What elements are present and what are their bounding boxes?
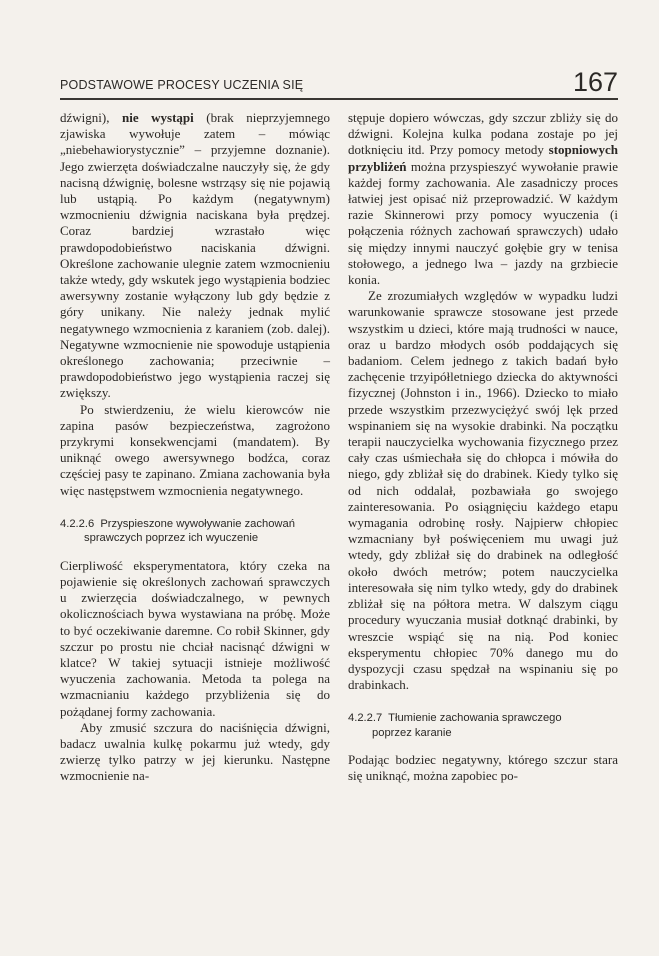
paragraph: Ze zrozumiałych względów w wypadku ludzi warunkowanie sprawcze stosowane jest przede wszystkim u dzieci, które mają trudności w nauce, oraz u bardzo młodych osób poddających się badaniom. Celem jednego z takich badań było zachęcenie trzyipółletniego dziecka do aktywności fizycznej (Johnston i in., 1966). Dziecko to miało przede wszystkim przezwyciężyć swój lęk przed wspinaniem się na wysokie drabinki. Na początku terapii nauczycielka wychowania fizycznego przez cały czas uśmiechała się do chłopca i mówiła do niego, gdy zbliżał się do drabinek. Kiedy tylko się od nich oddalał, pozbawiała go swojego zainteresowania. Po osiągnięciu każdego etapu wymagania odrobinę rosły. Najpierw chłopiec wzmacniany był poświęceniem mu uwagi już wtedy, gdy zbliżał się do drabinek na odległość około dwóch metrów; potem nauczycielka interesowała się nim tylko wtedy, gdy do drabinek zbliżał się na półtora metra. W dalszym ciągu procedury wyuczania musiał dotknąć drabinki, by wreszcie wspiąć się na nią. Pod koniec eksperymentu chłopiec 70% danego mu do dyspozycji czasu spędzał na wspinaniu się po drabinkach. xyxy=(348,288,618,693)
section-title: Przyspieszone wywoływanie zachowań xyxy=(100,517,295,530)
bold-term: nie wystąpi xyxy=(122,110,194,125)
section-heading xyxy=(348,711,618,740)
header-rule xyxy=(60,98,618,100)
text-run: dźwigni), xyxy=(60,110,122,125)
text-run: stępuje dopiero wówczas, gdy szczur zbliży się do dźwigni. Kolejna kulka podana zostaje po jej dotknięciu itd. Przy pomocy metody xyxy=(348,110,618,158)
text-run: (brak nieprzyjemnego zjawiska wywołuje zatem – mówiąc „niebehawiorystycznie” – przyjemne doznanie). Jego zwierzęta doświadczalne nauczyły się, że gdy nacisną dźwignię, bolesne wstrząsy się nie pojawią lub ustąpią. Po każdym (negatywnym) wzmocnieniu dźwignia naciskana była prędzej. Coraz bardziej wzrastało więc prawdopodobieństwo naciskania dźwigni. Określone zachowanie ulegnie zatem wzmocnieniu także wtedy, gdy wskutek jego wystąpienia bodziec awersywny zostanie wyłączony lub gdy będzie z góry unikany. Nie należy jednak mylić negatywnego wzmocnienia z karaniem (zob. dalej). Negatywne wzmocnienie nie spowoduje ustąpienia określonego zachowania; przeciwnie – prawdopodobieństwo jego wystąpienia raczej się zwiększy. xyxy=(60,110,330,401)
paragraph: Cierpliwość eksperymentatora, który czeka na pojawienie się określonych zachowań sprawczych u zwierzęcia doświadczalnego, w pewnych okolicznościach bywa wystawiana na próbę. Może to być oczekiwanie daremne. Co robił Skinner, gdy szczur po prostu nie chciał nacisnąć dźwigni w klatce? W takiej sytuacji istnieje możliwość wyuczenia zachowania. Metoda ta polega na wzmacnianiu każdego przybliżenia się do pożądanej formy zachowania. xyxy=(60,557,330,719)
paragraph xyxy=(348,110,618,288)
paragraph xyxy=(60,110,330,402)
paragraph: Aby zmusić szczura do naciśnięcia dźwigni, badacz uwalnia kulkę pokarmu już wtedy, gdy zwierzę tylko patrzy w jej kierunku. Następne wzmocnienie na- xyxy=(60,719,330,784)
section-number: 4.2.2.7 xyxy=(348,712,383,725)
section-title: Tłumienie zachowania sprawczego xyxy=(388,712,562,725)
right-column xyxy=(348,110,618,785)
paragraph: Podając bodziec negatywny, którego szczur stara się uniknąć, można zapobiec po- xyxy=(348,752,618,784)
page-header xyxy=(60,64,618,98)
running-head: PODSTAWOWE PROCESY UCZENIA SIĘ xyxy=(60,78,304,92)
left-column xyxy=(60,110,330,785)
section-title-cont: poprzez karanie xyxy=(372,726,452,739)
section-title-cont: sprawczych poprzez ich wyuczenie xyxy=(84,532,259,545)
section-number: 4.2.2.6 xyxy=(60,517,95,530)
text-run: można przyspieszyć wywołanie prawie każdej formy zachowania. Ale zasadniczy proces łatwiej jest opisać niż przeprowadzić. W każdym razie Skinnerowi przy pomocy wyuczenia (i połączenia różnych zachowań sprawczych) udało się między innymi nauczyć gołębie gry w tenisa stołowego, a jednego lwa – jazdy na grzbiecie konia. xyxy=(348,158,618,288)
page-number: 167 xyxy=(572,67,618,97)
bold-term: stopniowych przybliżeń xyxy=(348,142,618,174)
section-heading xyxy=(60,517,330,546)
paragraph: Po stwierdzeniu, że wielu kierowców nie zapina pasów bezpieczeństwa, zagrożono przykrymi konsekwencjami (mandatem). By uniknąć owego awersywnego bodźca, coraz częściej pasy te zapinano. Zmiana zachowania była więc następstwem wzmocnienia negatywnego. xyxy=(60,401,330,498)
